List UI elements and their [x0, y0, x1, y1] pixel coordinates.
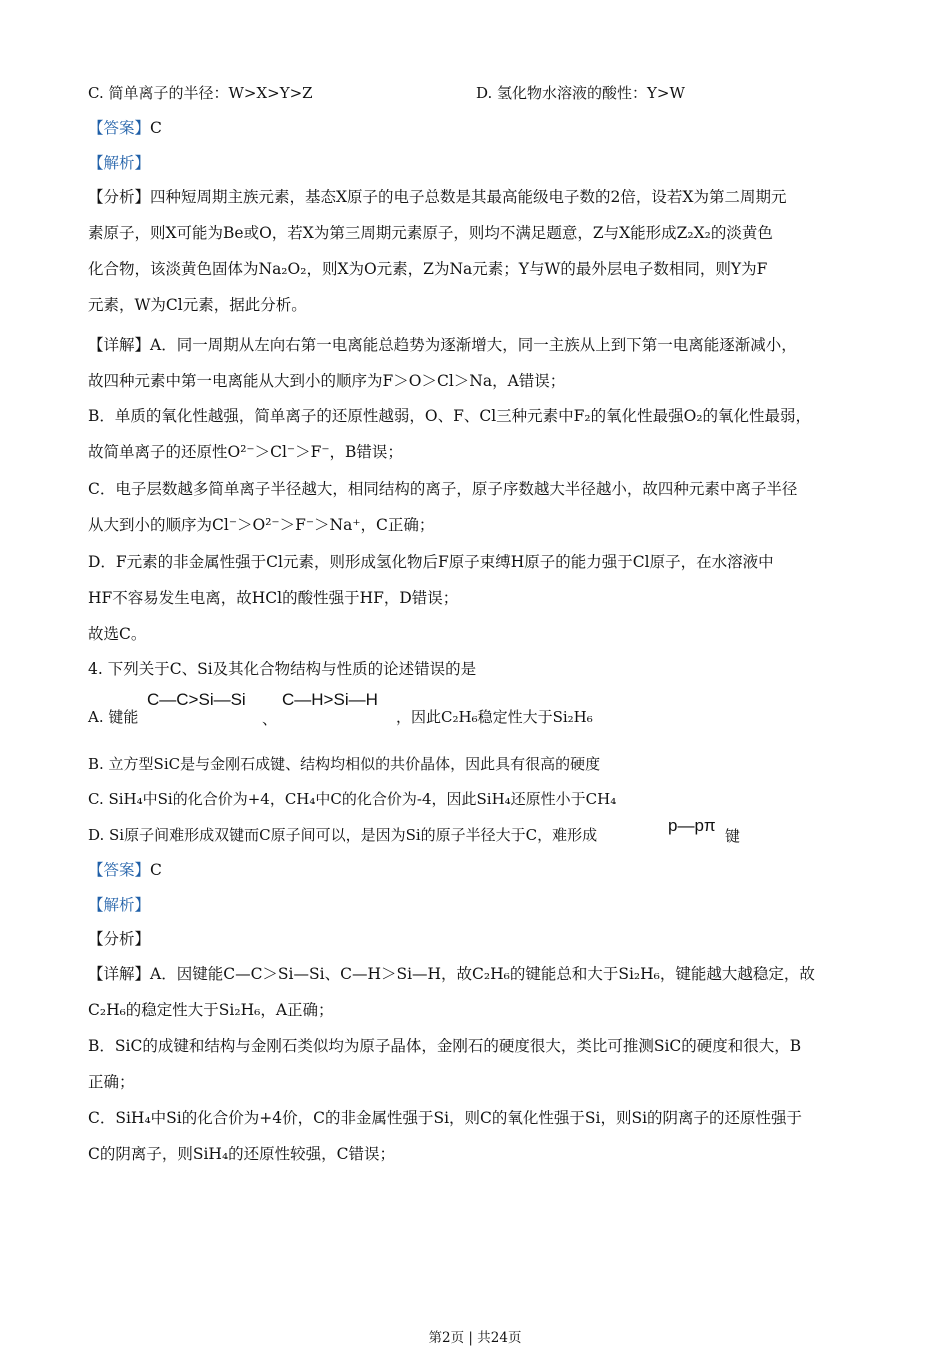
q4-option-d-prefix: D. Si原子间难形成双键而C原子间可以，是因为Si的原子半径大于C，难形成 [88, 826, 598, 844]
q3-detail-d-2: HF不容易发生电离，故HCl的酸性强于HF，D错误； [88, 589, 459, 607]
answer-tag: 【答案】 [88, 119, 151, 137]
q3-detail-a-1 [88, 334, 797, 356]
page-footer: 第2页 | 共24页 [428, 1330, 522, 1346]
q4-detail-a-2: C₂H₆的稳定性大于Si₂H₆，A正确； [88, 1001, 334, 1019]
q4-option-d-formula: p—pπ [668, 816, 716, 835]
detail-text: A．因键能C—C＞Si—Si、C—H＞Si—H，故C₂H₆的键能总和大于Si₂H₆，键能越大越稳定，故 [150, 965, 815, 983]
q4-detail-c-1: C．SiH₄中Si的化合价为+4价，C的非金属性强于Si，则C的氧化性强于Si，则Si的阴离子的还原性强于 [88, 1109, 803, 1127]
q3-detail-c-2: 从大到小的顺序为Cl⁻＞O²⁻＞F⁻＞Na⁺，C正确； [88, 516, 435, 534]
q3-analysis-line-2: 素原子，则X可能为Be或O，若X为第三周期元素原子，则均不满足题意，Z与X能形成Z₂X₂的淡黄色 [88, 224, 773, 242]
q4-analysis-tag: 【分析】 [88, 930, 151, 948]
q4-stem: 4. 下列关于C、Si及其化合物结构与性质的论述错误的是 [88, 660, 477, 678]
q3-option-d: D. 氢化物水溶液的酸性：Y>W [476, 84, 685, 102]
q3-analysis-line-3: 化合物，该淡黄色固体为Na₂O₂，则X为O元素，Z为Na元素；Y与W的最外层电子数相同，则Y为F [88, 260, 768, 278]
q4-jiexi-tag: 【解析】 [88, 896, 151, 914]
q4-option-a-formula-1: C—C>Si—Si [147, 690, 246, 709]
q3-detail-b-2: 故简单离子的还原性O²⁻＞Cl⁻＞F⁻，B错误； [88, 443, 403, 461]
detail-text: A．同一周期从左向右第一电离能总趋势为逐渐增大，同一主族从上到下第一电离能逐渐减小， [150, 336, 797, 354]
q4-option-b: B. 立方型SiC是与金刚石成键、结构均相似的共价晶体，因此具有很高的硬度 [88, 755, 601, 773]
q3-analysis-line-1 [88, 186, 786, 208]
q4-option-a-suffix: ，因此C₂H₆稳定性大于Si₂H₆ [396, 708, 593, 726]
answer-tag: 【答案】 [88, 861, 151, 879]
q4-option-d-suffix: 键 [725, 827, 741, 845]
answer-value: C [150, 119, 162, 137]
q4-detail-c-2: C的阴离子，则SiH₄的还原性较强，C错误； [88, 1145, 396, 1163]
q3-detail-c-1: C．电子层数越多简单离子半径越大，相同结构的离子，原子序数越大半径越小，故四种元素中离子半径 [88, 480, 798, 498]
q3-answer [88, 117, 162, 139]
q4-option-a-formula-2: C—H>Si—H [282, 690, 378, 709]
q4-detail-a-1 [88, 963, 815, 985]
q4-option-a-separator: 、 [262, 710, 278, 728]
answer-value: C [150, 861, 162, 879]
q3-detail-b-1: B．单质的氧化性越强，简单离子的还原性越弱，O、F、Cl三种元素中F₂的氧化性最强O₂的氧化性最弱， [88, 407, 812, 425]
q3-detail-d-1: D．F元素的非金属性强于Cl元素，则形成氢化物后F原子束缚H原子的能力强于Cl原子，在水溶液中 [88, 553, 774, 571]
q3-analysis-line-4: 元素，W为Cl元素，据此分析。 [88, 296, 307, 314]
q4-detail-b-2: 正确； [88, 1073, 135, 1091]
q4-answer [88, 859, 162, 881]
q3-detail-a-2: 故四种元素中第一电离能从大到小的顺序为F＞O＞Cl＞Na，A错误； [88, 372, 566, 390]
q4-detail-b-1: B．SiC的成键和结构与金刚石类似均为原子晶体，金刚石的硬度很大，类比可推测SiC的硬度和很大，B [88, 1037, 802, 1055]
analysis-text: 四种短周期主族元素，基态X原子的电子总数是其最高能级电子数的2倍，设若X为第二周期元 [150, 188, 787, 206]
q4-option-a-prefix: A. 键能 [88, 708, 139, 726]
analysis-tag: 【分析】 [88, 188, 151, 206]
detail-tag: 【详解】 [88, 336, 151, 354]
q3-conclusion: 故选C。 [88, 625, 147, 643]
detail-tag: 【详解】 [88, 965, 151, 983]
q3-jiexi-tag: 【解析】 [88, 154, 151, 172]
q4-option-c: C. SiH₄中Si的化合价为+4，CH₄中C的化合价为-4，因此SiH₄还原性小于CH₄ [88, 790, 617, 808]
q3-option-c: C. 简单离子的半径：W>X>Y>Z [88, 84, 313, 102]
